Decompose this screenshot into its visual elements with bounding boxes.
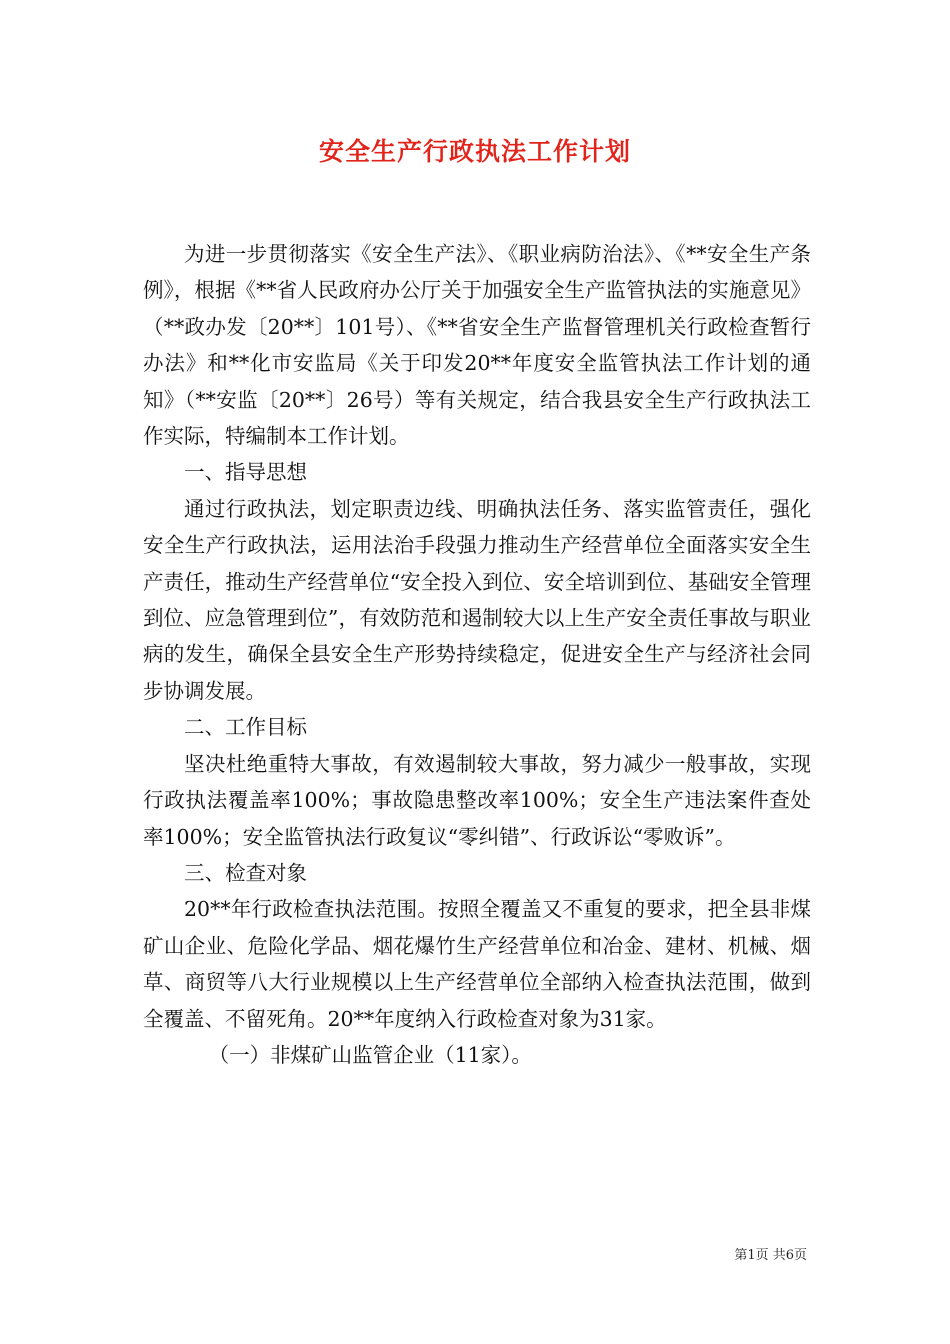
inspection-targets-paragraph: 20**年行政检查执法范围。按照全覆盖又不重复的要求，把全县非煤矿山企业、危险化学品、烟花爆竹生产经营单位和冶金、建材、机械、烟草、商贸等八大行业规模以上生产经营单位全部纳入检查执法范围，做到全覆盖、不留死角。20**年度纳入行政检查对象为31家。 [143, 897, 811, 1031]
subsection-heading-non-coal-mines: （一）非煤矿山监管企业（11家）。 [208, 1042, 532, 1067]
page-number: 第1页 共6页 [734, 1248, 807, 1263]
section-heading-inspection-targets: 三、检查对象 [184, 860, 307, 885]
section-heading-work-goals: 二、工作目标 [184, 715, 307, 740]
work-goals-paragraph: 坚决杜绝重特大事故，有效遏制较大事故，努力减少一般事故，实现行政执法覆盖率100%；事故隐患整改率100%；安全生产违法案件查处率100%；安全监管执法行政复议“零纠错”、行政诉讼“零败诉”。 [143, 751, 811, 849]
document-body [143, 236, 811, 1073]
section-heading-guiding-ideology: 一、指导思想 [184, 460, 307, 485]
document-title: 安全生产行政执法工作计划 [318, 137, 631, 166]
intro-paragraph: 为进一步贯彻落实《安全生产法》、《职业病防治法》、《**安全生产条例》，根据《**省人民政府办公厅关于加强安全生产监管执法的实施意见》（**政办发〔20**〕101号）、《**省安全生产监督管理机关行政检查暂行办法》和**化市安监局《关于印发20**年度安全监管执法工作计划的通知》（**安监〔20**〕26号）等有关规定，结合我县安全生产行政执法工作实际，特编制本工作计划。 [143, 242, 811, 449]
guiding-ideology-paragraph: 通过行政执法，划定职责边线、明确执法任务、落实监管责任，强化安全生产行政执法，运用法治手段强力推动生产经营单位全面落实安全生产责任，推动生产经营单位“安全投入到位、安全培训到位、基础安全管理到位、应急管理到位”，有效防范和遏制较大以上生产安全责任事故与职业病的发生，确保全县安全生产形势持续稳定，促进安全生产与经济社会同步协调发展。 [143, 496, 811, 703]
